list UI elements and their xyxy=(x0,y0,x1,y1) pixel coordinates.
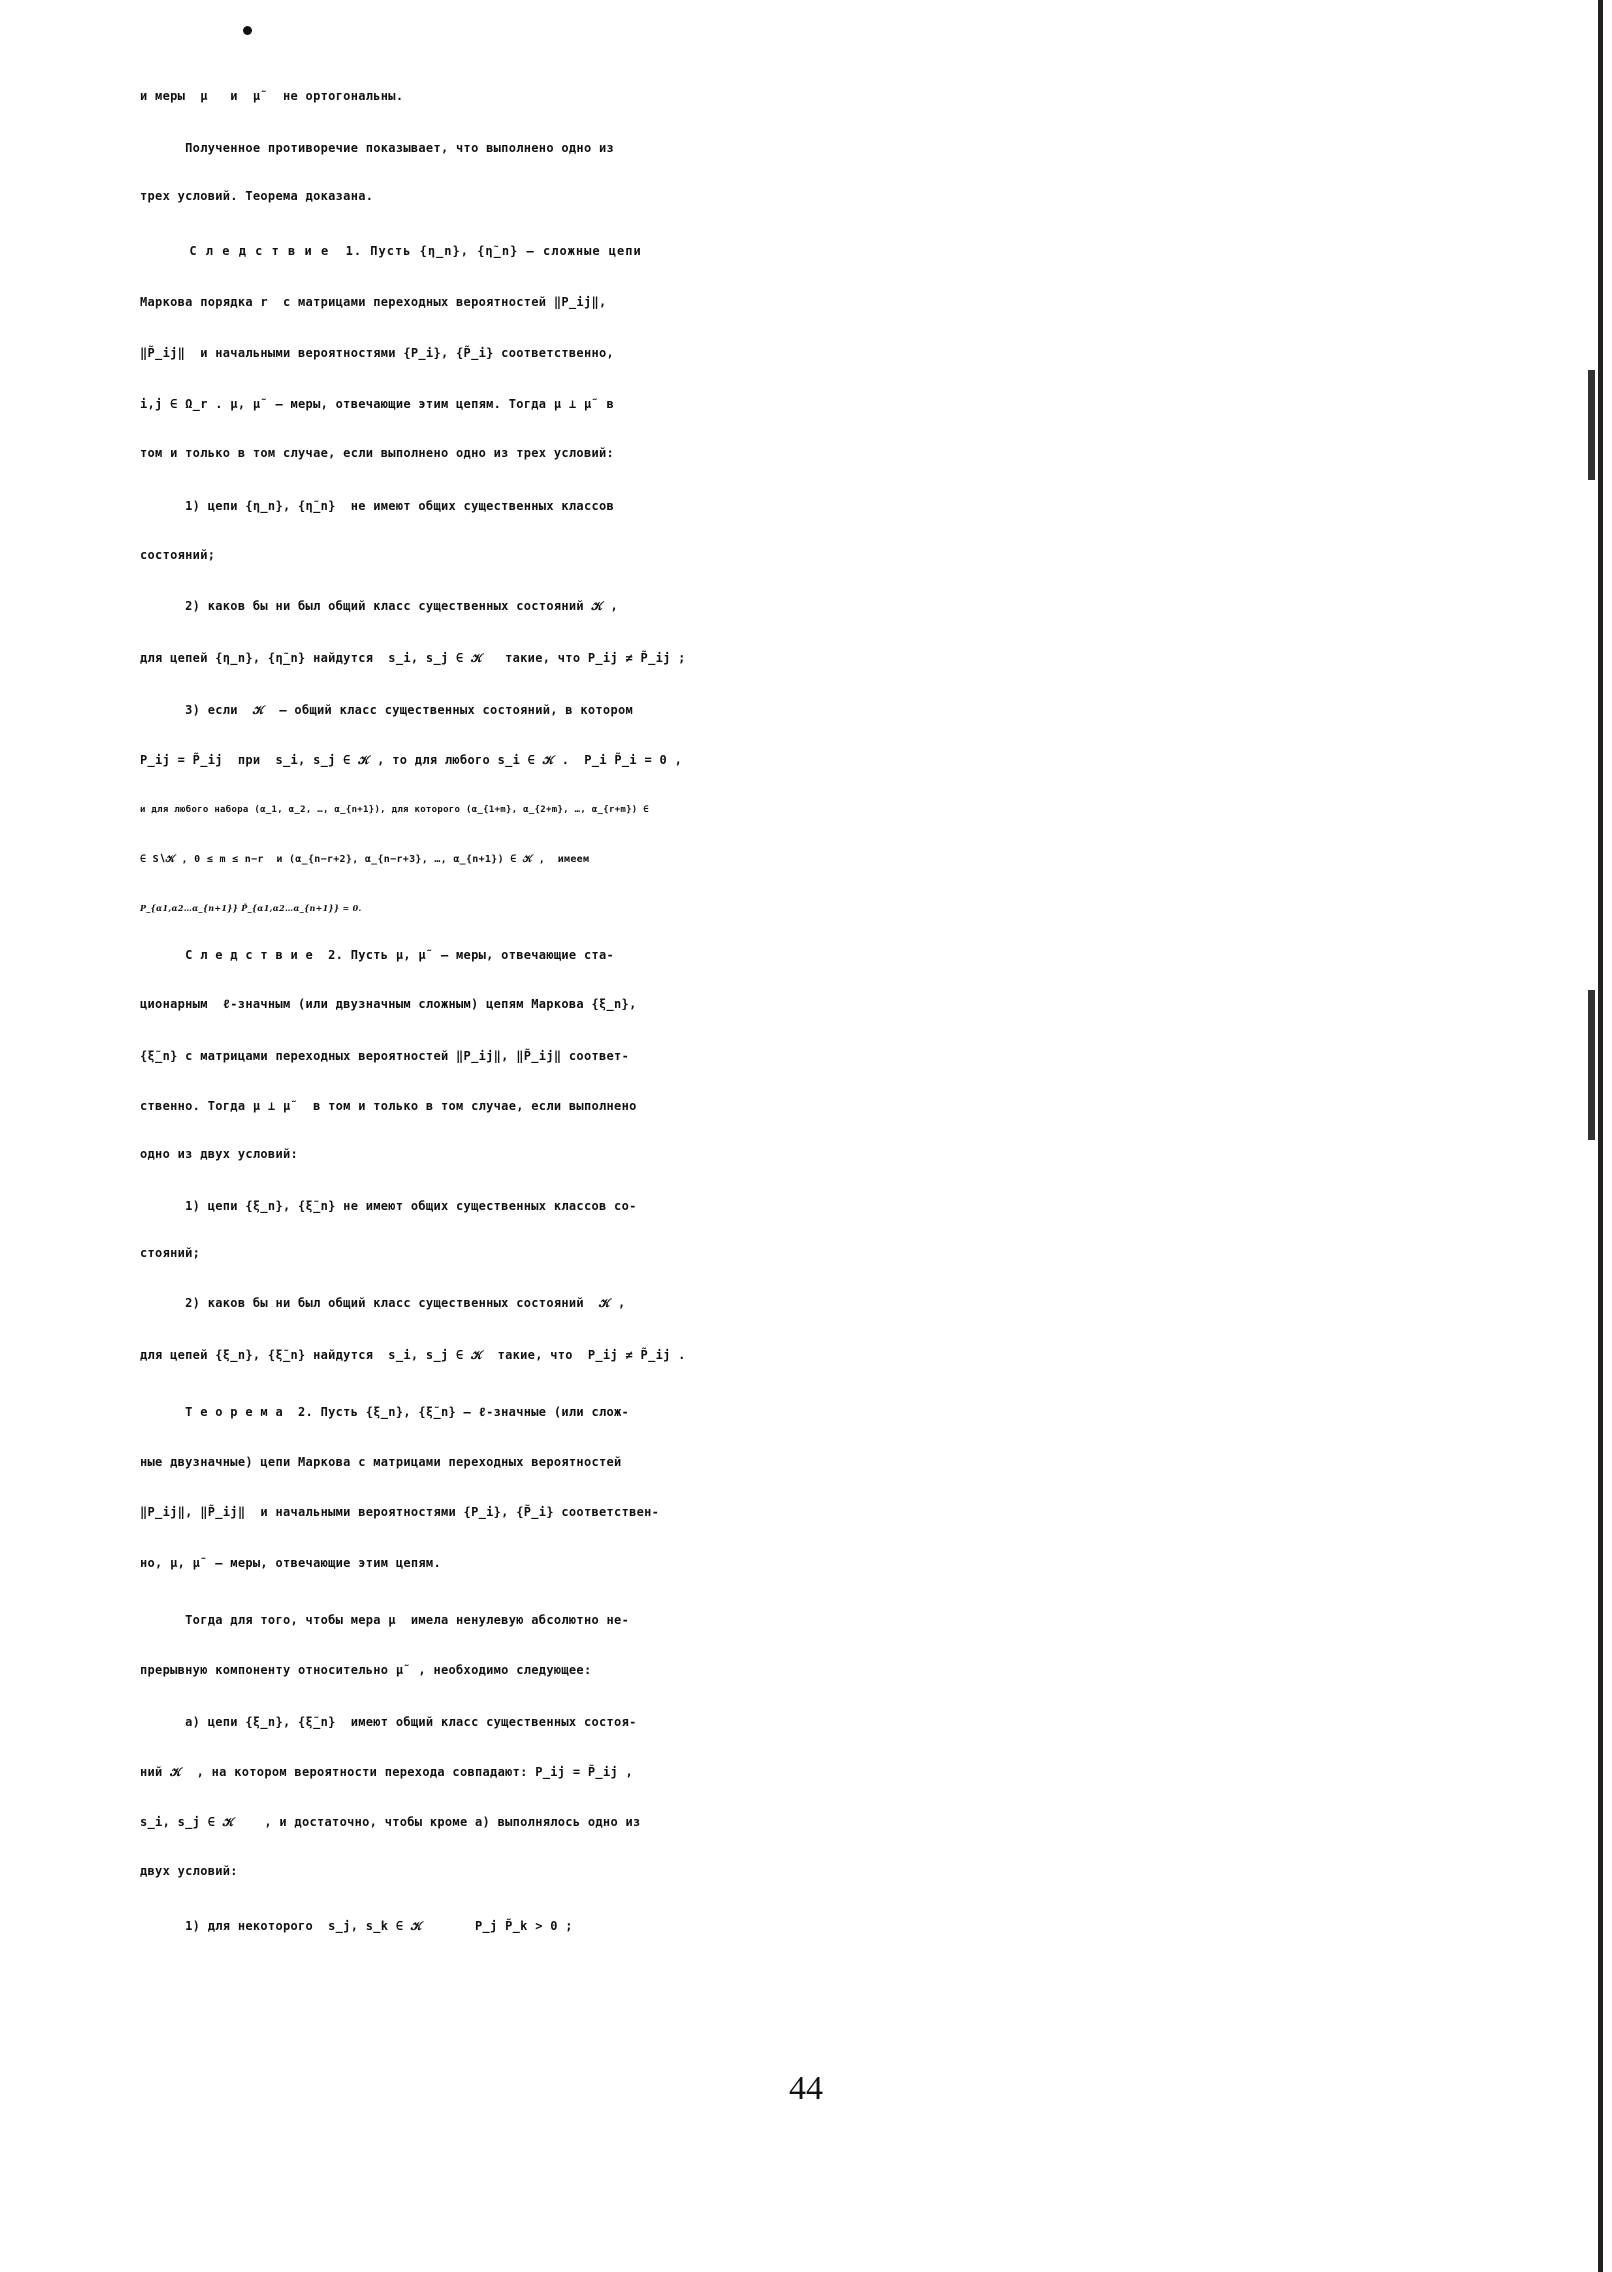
text-line: 1) для некоторого s_j, s_k ∈ 𝒦 P_j P̃_k > 0 ; xyxy=(140,1919,573,1933)
text-line: Маркова порядка r с матрицами переходных вероятностей ‖P_ij‖, xyxy=(140,295,607,309)
text-line: Тогда для того, чтобы мера μ имела ненулевую абсолютно не- xyxy=(140,1613,630,1627)
text-line: и меры μ и μ̃ не ортогональны. xyxy=(140,89,404,103)
text-line: 2) каков бы ни был общий класс существенных состояний 𝒦 , xyxy=(140,1296,626,1310)
text-line: стояний; xyxy=(140,1246,201,1260)
text-line: {ξ̃_n} с матрицами переходных вероятностей ‖P_ij‖, ‖P̃_ij‖ соответ- xyxy=(140,1049,630,1063)
page-number: 44 xyxy=(789,2070,823,2107)
text-line: 2) каков бы ни был общий класс существенных состояний 𝒦 , xyxy=(140,599,618,613)
text-line: состояний; xyxy=(140,548,216,562)
text-line: ные двузначные) цепи Маркова с матрицами переходных вероятностей xyxy=(140,1455,622,1469)
text-line: ционарным ℓ-значным (или двузначным сложным) цепям Маркова {ξ_n}, xyxy=(140,997,637,1011)
text-line: для цепей {η_n}, {η̃_n} найдутся s_i, s_j ∈ 𝒦 такие, что P_ij ≠ P̃_ij ; xyxy=(140,651,686,665)
text-line: 1) цепи {ξ_n}, {ξ̃_n} не имеют общих существенных классов со- xyxy=(140,1199,637,1213)
text-line: 1) цепи {η_n}, {η̃_n} не имеют общих существенных классов xyxy=(140,499,615,513)
text-line: одно из двух условий: xyxy=(140,1147,299,1161)
text-line: Т е о р е м а 2. Пусть {ξ_n}, {ξ̃_n} – ℓ-значные (или слож- xyxy=(140,1405,630,1419)
text-line: но, μ, μ̃ – меры, отвечающие этим цепям. xyxy=(140,1556,441,1570)
text-line: двух условий: xyxy=(140,1864,238,1878)
text-line: С л е д с т в и е 1. Пусть {η_n}, {η̃_n} – сложные цепи xyxy=(140,244,642,258)
text-line: том и только в том случае, если выполнено одно из трех условий: xyxy=(140,446,615,460)
text-line: ∈ S∖𝒦 , 0 ≤ m ≤ n−r и (α_{n−r+2}, α_{n−r+3}, …, α_{n+1}) ∈ 𝒦 , имеем xyxy=(140,854,590,865)
text-line: и для любого набора (α_1, α_2, …, α_{n+1}), для которого (α_{1+m}, α_{2+m}, …, α_{r+m}) ∈ xyxy=(140,805,649,815)
text-line: 3) если 𝒦 – общий класс существенных состояний, в котором xyxy=(140,703,634,717)
text-line: s_i, s_j ∈ 𝒦 , и достаточно, чтобы кроме а) выполнялось одно из xyxy=(140,1815,641,1829)
text-line: а) цепи {ξ_n}, {ξ̃_n} имеют общий класс существенных состоя- xyxy=(140,1715,637,1729)
text-line: Полученное противоречие показывает, что выполнено одно из xyxy=(140,141,615,155)
text-line: С л е д с т в и е 2. Пусть μ, μ̃ – меры, отвечающие ста- xyxy=(140,948,615,962)
text-line: P_ij = P̃_ij при s_i, s_j ∈ 𝒦 , то для любого s_i ∈ 𝒦 . P_i P̃_i = 0 , xyxy=(140,753,683,767)
text-line: ‖P_ij‖, ‖P̃_ij‖ и начальными вероятностями {P_i}, {P̃_i} соответствен- xyxy=(140,1505,660,1519)
text-line: ‖P̃_ij‖ и начальными вероятностями {P_i}, {P̃_i} соответственно, xyxy=(140,346,615,360)
text-line: для цепей {ξ_n}, {ξ̃_n} найдутся s_i, s_j ∈ 𝒦 такие, что P_ij ≠ P̃_ij . xyxy=(140,1348,686,1362)
text-line: прерывную компоненту относительно μ̃ , необходимо следующее: xyxy=(140,1663,592,1677)
text-line: ственно. Тогда μ ⊥ μ̃ в том и только в том случае, если выполнено xyxy=(140,1099,637,1113)
formula-line: P_{α1,α2…α_{n+1}} P̃_{α1,α2…α_{n+1}} = 0. xyxy=(140,903,362,913)
text-line: трех условий. Теорема доказана. xyxy=(140,189,374,203)
text-line: ний 𝒦 , на котором вероятности перехода совпадают: P_ij = P̃_ij , xyxy=(140,1765,634,1779)
text-line: i,j ∈ Ω_r . μ, μ̃ – меры, отвечающие этим цепям. Тогда μ ⊥ μ̃ в xyxy=(140,397,615,411)
